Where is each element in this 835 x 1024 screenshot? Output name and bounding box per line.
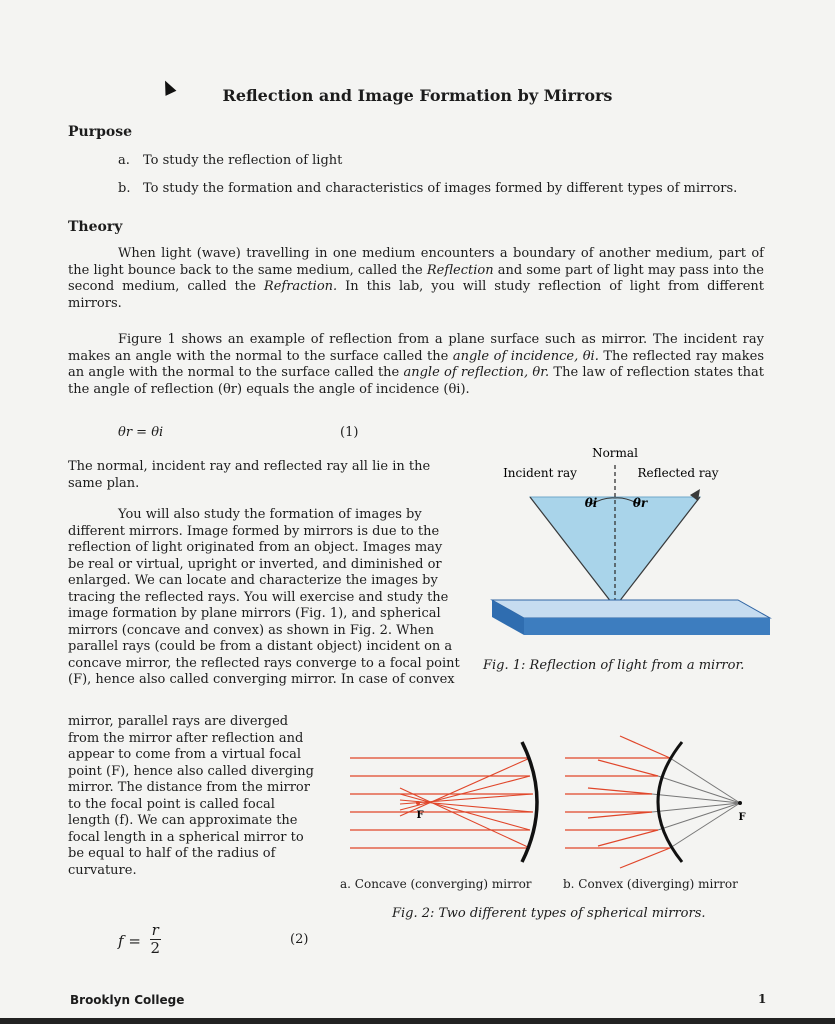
equation-1-number: (1) xyxy=(340,425,359,440)
equation-2-lhs: f = xyxy=(118,932,141,950)
purpose-item-b-marker: b. xyxy=(118,181,131,196)
convex-mirror-diagram xyxy=(565,736,746,868)
theta-r-label: θr xyxy=(632,496,648,510)
theory-p2-text-b: The reflected ray makes an angle with the normal to the surface called the xyxy=(68,348,764,380)
theory-p2-text-a: Figure 1 shows an example of reflection from a plane surface such as mirror. The incident ray makes an angle with the normal to the surface called the xyxy=(68,332,764,364)
figure-1-diagram xyxy=(488,435,778,650)
equation-2 xyxy=(118,922,161,957)
equation-1: θr = θi xyxy=(118,425,164,440)
purpose-item-a-marker: a. xyxy=(118,153,130,168)
convex-focal-label: F xyxy=(738,812,746,823)
term-reflection: Reflection xyxy=(426,262,494,278)
equation-2-fraction xyxy=(150,922,161,957)
page-number: 1 xyxy=(758,992,767,1006)
theory-paragraph-1 xyxy=(68,246,764,312)
concave-mirror-diagram xyxy=(350,742,537,862)
purpose-item-b: To study the formation and characteristics of images formed by different types of mirrors. xyxy=(143,181,738,196)
purpose-item-a: To study the reflection of light xyxy=(143,153,343,168)
theory-paragraph-3: The normal, incident ray and reflected ray all lie in the same plan. xyxy=(68,459,431,491)
plane-mirror-top xyxy=(492,600,770,618)
theory-paragraph-4a: You will also study the formation of images by different mirrors. Image formed by mirrors is due to the reflection of light originated from an object. Images may be real or virtual, upright or inverted, and diminished or enlarged. We can locate and characterize the images by tracing the reflected rays. You will exercise and study the image formation by plane mirrors (Fig. 1), and spherical mirrors (concave and convex) as shown in Fig. 2. When parallel rays (could be from a distant object) incident on a concave mirror, the reflected rays converge to a focal point (F), hence also called converging mirror. In case of convex xyxy=(68,507,460,687)
equation-2-numerator: r xyxy=(151,921,159,939)
figure-2-label-b: b. Convex (diverging) mirror xyxy=(563,877,738,891)
figure-1-caption: Fig. 1: Reflection of light from a mirror. xyxy=(483,658,745,673)
document-title: Reflection and Image Formation by Mirrors xyxy=(222,86,613,105)
normal-label: Normal xyxy=(592,446,638,460)
theory-paragraph-4b: mirror, parallel rays are diverged from the mirror after reflection and appear to come from a virtual focal point (F), hence also called diverging mirror. The distance from the mirror to the focal point is called focal length (f). We can approximate the focal length in a spherical mirror to be equal to half of the radius of curvature. xyxy=(68,714,314,878)
purpose-heading: Purpose xyxy=(68,124,132,140)
concave-focal-label: F xyxy=(416,810,424,821)
figure-2-diagram xyxy=(340,730,760,870)
theta-i-label: θi xyxy=(584,496,598,510)
theory-heading: Theory xyxy=(68,219,123,235)
equation-2-denominator: 2 xyxy=(150,939,161,957)
term-refraction: Refraction. xyxy=(263,279,338,294)
figure-2-label-a: a. Concave (converging) mirror xyxy=(340,877,532,891)
concave-focal-point xyxy=(416,801,420,805)
convex-focal-point xyxy=(738,801,742,805)
bottom-edge xyxy=(0,1018,835,1024)
plane-mirror-front xyxy=(524,618,770,635)
term-angle-of-reflection: angle of reflection, θr. xyxy=(403,365,550,380)
theory-p1-text-a: When light (wave) travelling in one medium encounters a boundary of another medium, part of the light bounce back to the same medium, called the xyxy=(68,246,764,278)
figure-2-caption: Fig. 2: Two different types of spherical mirrors. xyxy=(392,906,706,921)
footer-institution: Brooklyn College xyxy=(70,993,185,1007)
theory-p2-text-c: The law of reflection states that the angle of reflection (θr) equals the angle of incidence (θi). xyxy=(68,365,764,397)
theory-p1-text-c: In this lab, you will study reflection of light from different mirrors. xyxy=(68,279,764,311)
convex-mirror-surface xyxy=(658,742,682,862)
equation-2-number: (2) xyxy=(290,932,309,947)
term-angle-of-incidence: angle of incidence, θi. xyxy=(452,348,599,364)
reflected-ray-label: Reflected ray xyxy=(637,466,719,480)
theory-paragraph-2 xyxy=(68,332,764,398)
incident-ray-label: Incident ray xyxy=(503,466,577,480)
theory-p1-text-b: and some part of light may pass into the second medium, called the xyxy=(68,262,765,294)
